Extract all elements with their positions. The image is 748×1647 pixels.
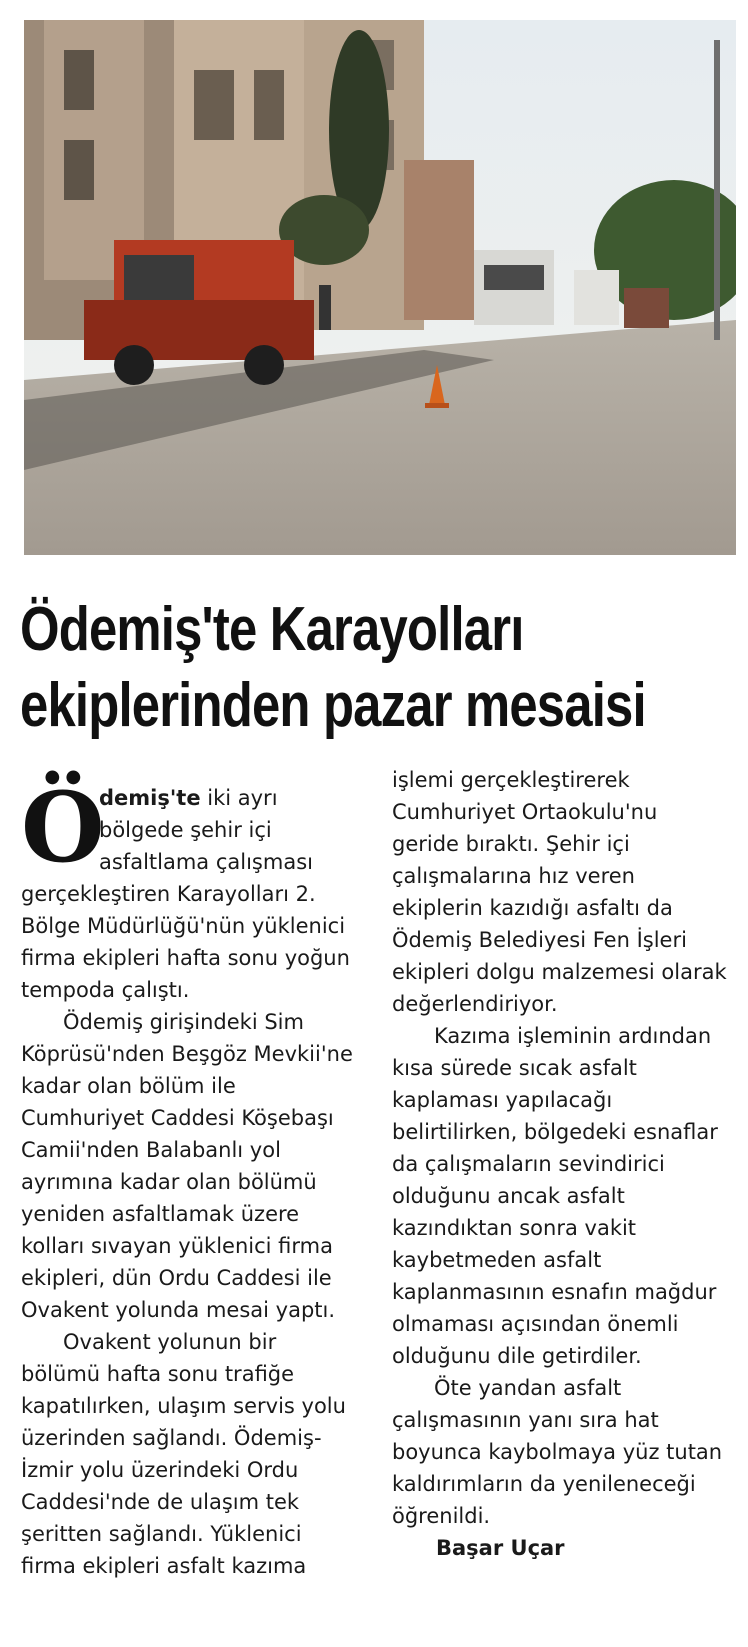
body-line: işlemi gerçekleştirerek (392, 768, 630, 792)
body-line: üzerinden sağlandı. Ödemiş- (21, 1426, 322, 1450)
body-line: olmaması açısından önemli (392, 1312, 679, 1336)
body-line: geride bıraktı. Şehir içi (392, 832, 630, 856)
body-line: bölgede şehir içi (99, 818, 272, 842)
body-line: kadar olan bölüm ile (21, 1074, 236, 1098)
headline-line-1: Ödemiş'te Karayolları (20, 595, 524, 664)
lead-paragraph (21, 771, 371, 1006)
body-line: firma ekipleri hafta sonu yoğun (21, 946, 350, 970)
body-line: asfaltlama çalışması (99, 850, 313, 874)
body-line: kazındıktan sonra vakit (392, 1216, 637, 1240)
body-line: Ödemiş Belediyesi Fen İşleri (392, 928, 687, 952)
body-line: Köprüsü'nden Beşgöz Mevkii'ne (21, 1042, 353, 1066)
body-line: Ovakent yolunda mesai yaptı. (21, 1298, 336, 1322)
body-line: Öte yandan asfalt (434, 1376, 622, 1400)
body-line: kaldırımların da yenileneceği (392, 1472, 696, 1496)
body-line: çalışmalarına hız veren (392, 864, 635, 888)
body-line: Ovakent yolunun bir (63, 1330, 277, 1354)
body-line: İzmir yolu üzerindeki Ordu (21, 1458, 299, 1482)
headline-line-2: ekiplerinden pazar mesaisi (20, 671, 646, 740)
body-line: Cumhuriyet Ortaokulu'nu (392, 800, 658, 824)
article-column-right (392, 764, 748, 1564)
body-line: kısa sürede sıcak asfalt (392, 1056, 637, 1080)
body-line: kaplanmasının esnafın mağdur (392, 1280, 717, 1304)
drop-cap: Ö (21, 771, 105, 884)
body-line: ekipleri, dün Ordu Caddesi ile (21, 1266, 332, 1290)
body-line: Kazıma işleminin ardından (434, 1024, 712, 1048)
body-line: kolları sıvayan yüklenici firma (21, 1234, 333, 1258)
body-line: Cumhuriyet Caddesi Köşebaşı (21, 1106, 334, 1130)
body-line: olduğunu dile getirdiler. (392, 1344, 642, 1368)
body-line: ekipleri dolgu malzemesi olarak (392, 960, 727, 984)
body-line: kapatılırken, ulaşım servis yolu (21, 1394, 346, 1418)
body-line: Camii'nden Balabanlı yol (21, 1138, 281, 1162)
body-line: firma ekipleri asfalt kazıma (21, 1554, 307, 1578)
body-line: çalışmasının yanı sıra hat (392, 1408, 659, 1432)
body-line: Ödemiş girişindeki Sim (63, 1010, 304, 1034)
body-line: Caddesi'nde de ulaşım tek (21, 1490, 300, 1514)
body-line: ekiplerin kazıdığı asfaltı da (392, 896, 673, 920)
lead-rest: iki ayrı (200, 786, 278, 810)
lead-bold-word: demiş'te (99, 786, 201, 810)
body-line: yeniden asfaltlamak üzere (21, 1202, 300, 1226)
body-line: da çalışmaların sevindirici (392, 1152, 665, 1176)
body-line: kaplaması yapılacağı (392, 1088, 613, 1112)
body-line: belirtilirken, bölgedeki esnaflar (392, 1120, 718, 1144)
body-line: kaybetmeden asfalt (392, 1248, 602, 1272)
news-photo (24, 20, 736, 555)
body-line: boyunca kaybolmaya yüz tutan (392, 1440, 723, 1464)
author-byline: Başar Uçar (436, 1536, 565, 1560)
body-line: öğrenildi. (392, 1504, 491, 1528)
body-line: olduğunu ancak asfalt (392, 1184, 625, 1208)
article-headline (20, 592, 646, 744)
body-line: şeritten sağlandı. Yüklenici (21, 1522, 302, 1546)
body-line: bölümü hafta sonu trafiğe (21, 1362, 295, 1386)
body-line: Bölge Müdürlüğü'nün yüklenici (21, 914, 346, 938)
body-line: tempoda çalıştı. (21, 978, 190, 1002)
body-line: değerlendiriyor. (392, 992, 558, 1016)
body-line: gerçekleştiren Karayolları 2. (21, 882, 316, 906)
body-line: ayrımına kadar olan bölümü (21, 1170, 317, 1194)
article-column-left (21, 771, 371, 1582)
street-scene-image (24, 20, 736, 555)
